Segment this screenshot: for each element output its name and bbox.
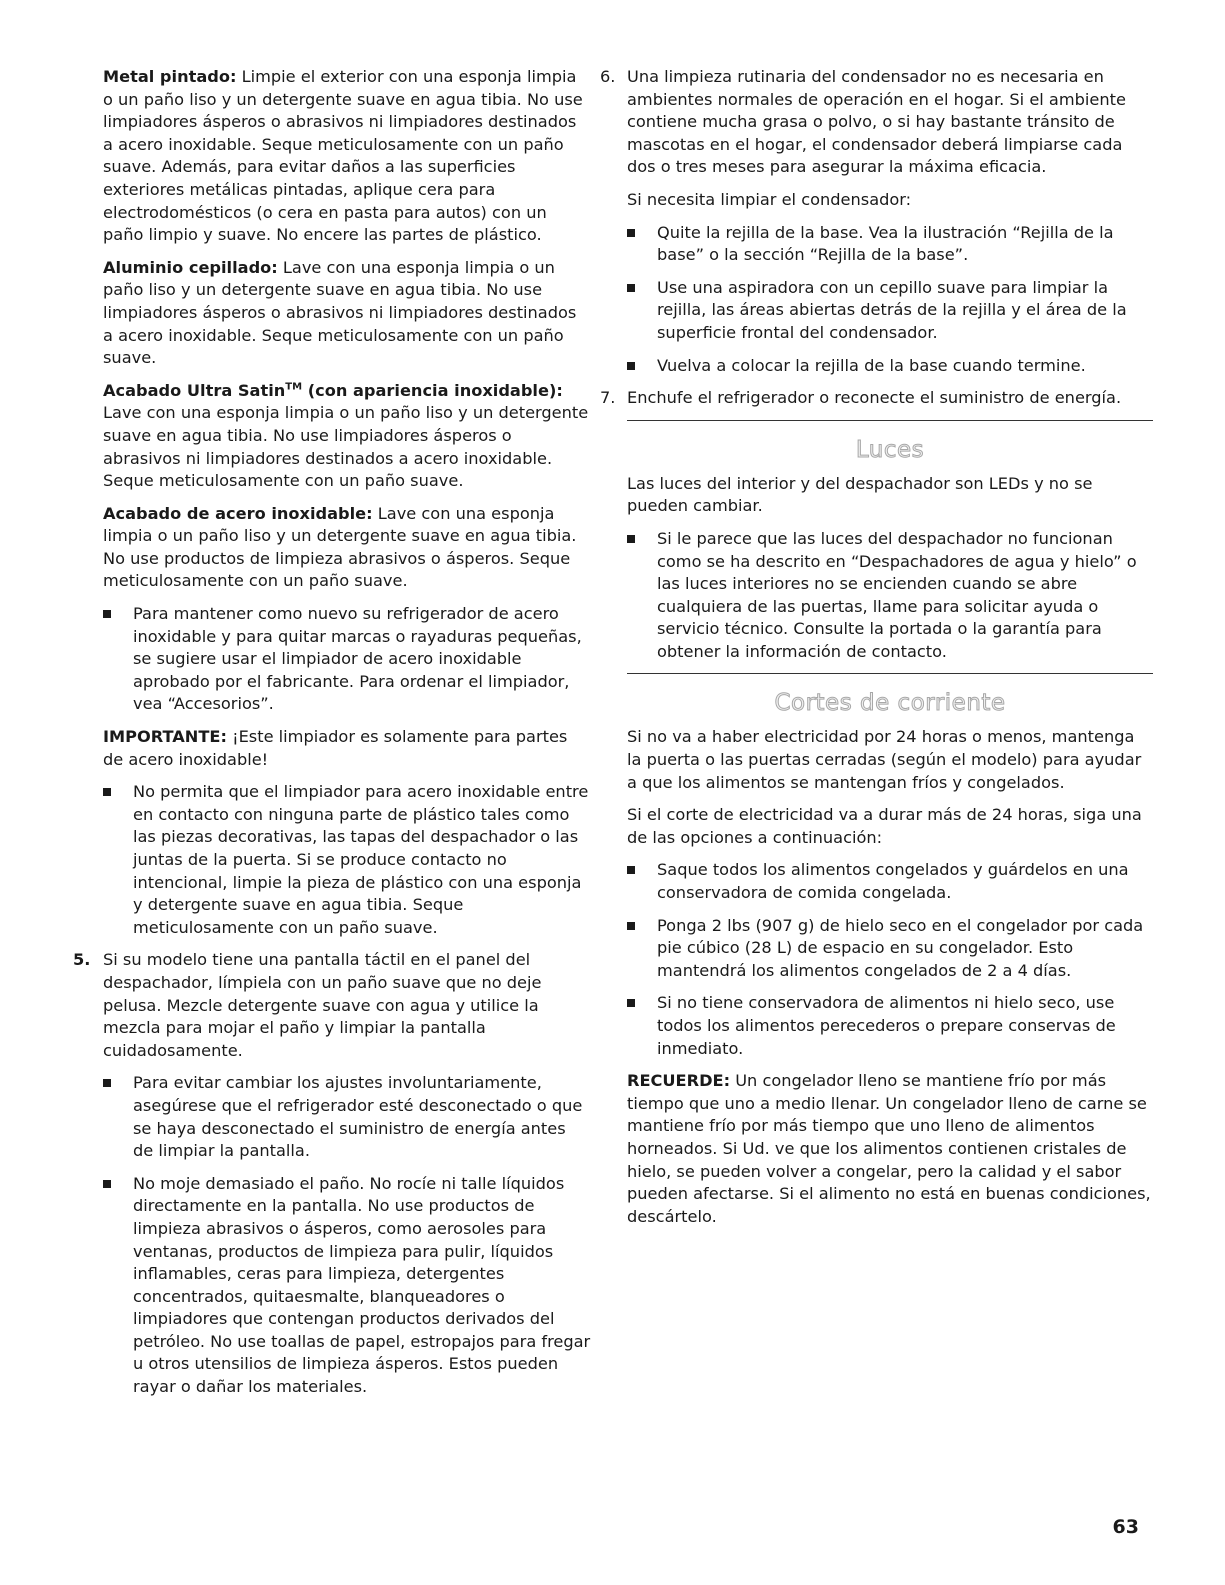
- step-6-text: Una limpieza rutinaria del condensador no es necesaria en ambientes normales de operación en el hogar. Si el ambiente contiene mucha grasa o polvo, o si hay bastante tránsito de mascotas en el hogar, el condensador deberá limpiarse cada dos o tres meses para asegurar la máxima eficacia.: [627, 67, 1126, 177]
- right-column: [600, 66, 1153, 1238]
- recuerde-heading: RECUERDE:: [627, 1071, 731, 1091]
- section-title-luces: Luces: [855, 436, 925, 463]
- step-5: [73, 949, 591, 1398]
- recuerde-text: Un congelador lleno se mantiene frío por más tiempo que uno a medio llenar. Un congelador lleno de carne se mantiene frío por más tiempo que uno lleno de alimentos horneados. Si Ud. ve que los alimentos contienen cristales de hielo, se pueden volver a congelar, pero la calidad y el sabor pueden afectarse. Si el alimento no está en buenas condiciones, descártelo.: [627, 1071, 1151, 1226]
- list-item: Vuelva a colocar la rejilla de la base cuando termine.: [627, 355, 1153, 378]
- metal-text: Limpie el exterior con una esponja limpia o un paño liso y un detergente suave en agua tibia. No use limpiadores ásperos o abrasivos ni limpiadores destinados a acero inoxidable. Seque meticulosamente con un paño suave. Además, para evitar daños a las superficies exteriores metálicas pintadas, aplique cera para electrodomésticos (o cera en pasta para autos) con un paño limpio y suave. No encere las partes de plástico.: [103, 67, 583, 245]
- step-number: 5.: [73, 950, 91, 970]
- satin-heading-b: (con apariencia inoxidable):: [302, 380, 563, 400]
- list-item: Si no tiene conservadora de alimentos ni hielo seco, use todos los alimentos perecederos o prepare conservas de inmediato.: [627, 992, 1153, 1060]
- page-number: 63: [1112, 1516, 1139, 1538]
- step-7-text: Enchufe el refrigerador o reconecte el suministro de energía.: [627, 388, 1122, 408]
- list-item: Quite la rejilla de la base. Vea la ilustración “Rejilla de la base” o la sección “Rejilla de la base”.: [627, 222, 1153, 267]
- cortes-paragraph-2: Si el corte de electricidad va a durar más de 24 horas, siga una de las opciones a continuación:: [627, 805, 1142, 847]
- aluminum-text: Lave con una esponja limpia o un paño liso y un detergente suave en agua tibia. No use limpiadores ásperos o abrasivos ni limpiadores destinados a acero inoxidable. Seque meticulosamente con un paño suave.: [103, 257, 577, 368]
- important-heading: IMPORTANTE:: [103, 727, 227, 747]
- list-item: No moje demasiado el paño. No rocíe ni talle líquidos directamente en la pantalla. No use productos de limpieza abrasivos o ásperos, como aerosoles para ventanas, productos de limpieza para pulir, líquidos inflamables, ceras para limpieza, detergentes concentrados, quitaesmalte, blanqueadores o limpiadores que contengan productos derivados del petróleo. No use toallas de papel, estropajos para fregar u otros utensilios de limpieza ásperos. Estos pueden rayar o dañar los materiales.: [103, 1173, 591, 1399]
- luces-bullet-list: [627, 528, 1153, 664]
- step-7: [600, 387, 1153, 410]
- important-text: ¡Este limpiador es solamente para partes de acero inoxidable!: [103, 727, 568, 769]
- steel-text: Lave con una esponja limpia o un paño liso y un detergente suave en agua tibia. No use productos de limpieza abrasivos o ásperos. Seque meticulosamente con un paño suave.: [103, 503, 577, 591]
- recuerde-paragraph: [627, 1070, 1153, 1228]
- step-6-subtext: Si necesita limpiar el condensador:: [627, 189, 912, 209]
- list-item: No permita que el limpiador para acero inoxidable entre en contacto con ninguna parte de plástico tales como las piezas decorativas, las tapas del despachador o las juntas de la puerta. Si se produce contacto no intencional, limpie la pieza de plástico con una esponja y detergente suave en agua tibia. Seque meticulosamente con un paño suave.: [103, 781, 591, 939]
- satin-heading: [103, 381, 563, 400]
- cortes-bullet-list: [627, 859, 1153, 1060]
- aluminum-heading: Aluminio cepillado:: [103, 257, 278, 277]
- step-number: 7.: [600, 388, 616, 408]
- aluminum-paragraph: [103, 257, 591, 370]
- steel-paragraph: [103, 503, 591, 593]
- step-6: [600, 66, 1153, 377]
- cortes-paragraph-1: Si no va a haber electricidad por 24 horas o menos, mantenga la puerta o las puertas cerradas (según el modelo) para ayudar a que los alimentos se mantengan fríos y congelados.: [627, 727, 1142, 792]
- section-divider: [627, 420, 1153, 421]
- step-6-bullet-list: [627, 222, 1153, 378]
- satin-paragraph: [103, 380, 591, 493]
- luces-paragraph: Las luces del interior y del despachador son LEDs y no se pueden cambiar.: [627, 473, 1093, 516]
- important-bullet-list: [103, 781, 591, 939]
- satin-heading-a: Acabado Ultra Satin: [103, 380, 286, 400]
- metal-paragraph: [103, 66, 591, 247]
- steel-bullet-list: [103, 603, 591, 716]
- step-number: 6.: [600, 67, 616, 86]
- section-title-cortes: Cortes de corriente: [774, 690, 1006, 717]
- list-item: Use una aspiradora con un cepillo suave para limpiar la rejilla, las áreas abiertas detrás de la rejilla y el área de la superficie frontal del condensador.: [627, 277, 1153, 345]
- list-item: Si le parece que las luces del despachador no funcionan como se ha descrito en “Despachadores de agua y hielo” o las luces interiores no se encienden cuando se abre cualquiera de las puertas, llame para solicitar ayuda o servicio técnico. Consulte la portada o la garantía para obtener la información de contacto.: [627, 528, 1153, 664]
- step-5-bullet-list: [103, 1072, 591, 1398]
- important-paragraph: [103, 726, 591, 771]
- trademark-mark: TM: [285, 381, 303, 393]
- metal-heading: Metal pintado:: [103, 67, 237, 86]
- list-item: Para mantener como nuevo su refrigerador de acero inoxidable y para quitar marcas o rayaduras pequeñas, se sugiere usar el limpiador de acero inoxidable aprobado por el fabricante. Para ordenar el limpiador, vea “Accesorios”.: [103, 603, 591, 716]
- left-column: [73, 66, 591, 1409]
- list-item: Saque todos los alimentos congelados y guárdelos en una conservadora de comida congelada.: [627, 859, 1153, 904]
- section-divider: [627, 673, 1153, 674]
- list-item: Ponga 2 lbs (907 g) de hielo seco en el congelador por cada pie cúbico (28 L) de espacio en su congelador. Esto mantendrá los alimentos congelados de 2 a 4 días.: [627, 915, 1153, 983]
- steel-heading: Acabado de acero inoxidable:: [103, 503, 373, 523]
- list-item: Para evitar cambiar los ajustes involuntariamente, asegúrese que el refrigerador esté desconectado o que se haya desconectado el suministro de energía antes de limpiar la pantalla.: [103, 1072, 591, 1162]
- satin-text: Lave con una esponja limpia o un paño liso y un detergente suave en agua tibia. No use limpiadores ásperos o abrasivos ni limpiadores destinados a acero inoxidable. Seque meticulosamente con un paño suave.: [103, 403, 589, 491]
- step-5-text: Si su modelo tiene una pantalla táctil en el panel del despachador, límpiela con un paño suave que no deje pelusa. Mezcle detergente suave con agua y utilice la mezcla para mojar el paño y limpiar la pantalla cuidadosamente.: [103, 950, 542, 1060]
